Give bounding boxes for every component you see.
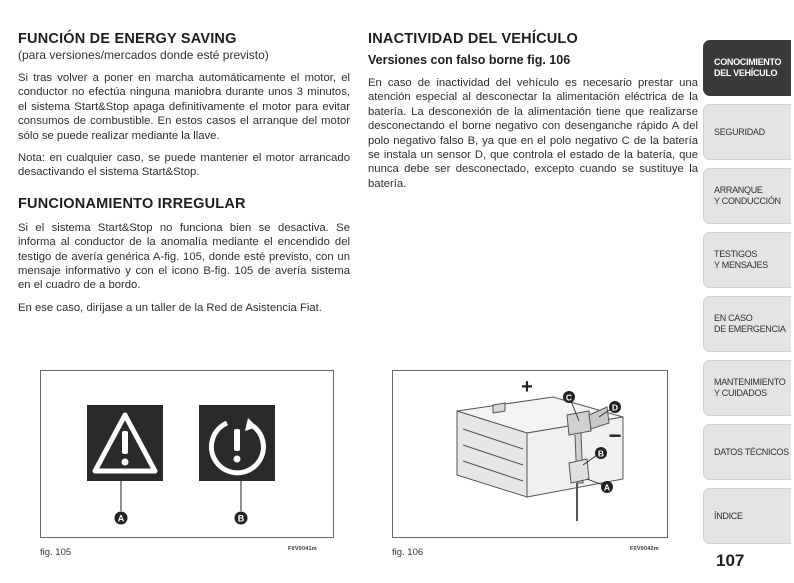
callout-b-label: B xyxy=(237,513,245,524)
sidebar-label-line-1: MANTENIMIENTO xyxy=(714,377,786,387)
inactivity-title: INACTIVIDAD DEL VEHÍCULO xyxy=(368,31,578,47)
figure-106-code: F0V0042m xyxy=(630,546,659,552)
sidebar-item-seguridad[interactable] xyxy=(703,104,791,160)
sidebar-label-line-1: ARRANQUE xyxy=(714,185,763,195)
callout-d-label: D xyxy=(611,402,619,413)
callout-a-label: A xyxy=(603,482,611,493)
sidebar-label-line-2: DE EMERGENCIA xyxy=(714,324,786,334)
sidebar-item-label: DATOS TÉCNICOS xyxy=(714,446,789,457)
sidebar-item-mantenimiento[interactable] xyxy=(703,360,791,416)
sidebar-label-line-2: DEL VEHÍCULO xyxy=(714,68,778,78)
battery-drawing xyxy=(457,397,623,521)
figure-106-illustration xyxy=(393,371,667,537)
callout-a-label: A xyxy=(117,513,125,524)
sidebar-item-label xyxy=(714,57,781,79)
figure-105 xyxy=(40,370,334,538)
figure-106-caption: fig. 106 xyxy=(392,547,424,558)
middle-column xyxy=(368,30,698,191)
sidebar-label-line-2: Y CONDUCCIÓN xyxy=(714,196,781,206)
inactivity-paragraph: En caso de inactividad del vehículo es necesario prestar una atención especial al desconectar la alimentación eléctrica de la batería. La desconexión de la alimentación tiene que realizarse desconectando el borne negativo con desenganche rápido A del polo negativo falso B, ya que en el polo negativo C de la batería se instala un sensor D, que controla el estado de la batería, que nunca debe ser desconectado, excepto cuando se sustituye la batería. xyxy=(368,77,698,190)
chapter-sidebar xyxy=(703,40,791,552)
sidebar-item-conocimiento[interactable] xyxy=(703,40,791,96)
energy-saving-note: Nota: en cualquier caso, se puede mantener el motor arrancado desactivando el sistema Start&Stop. xyxy=(18,152,350,179)
energy-saving-subtitle: (para versiones/mercados donde esté previsto) xyxy=(18,48,269,62)
page-number: 107 xyxy=(716,551,745,570)
figure-105-illustration xyxy=(41,371,333,537)
figure-105-code: F0V0041m xyxy=(288,546,317,552)
energy-saving-paragraph-1: Si tras volver a poner en marcha automáticamente el motor, el conductor no efectúa ninguna maniobra durante unos 3 minutos, el sistema Start&Stop apaga definitivamente el motor para evitar consumos de combustible. En estos casos el arranque del motor sólo se puede realizar mediante la llave. xyxy=(18,72,350,142)
irregular-paragraph-1: Si el sistema Start&Stop no funciona bien se desactiva. Se informa al conductor de la anomalía mediante el encendido del testigo de avería genérica A-fig. 105, donde esté previsto, con un mensaje informativo y con el icono B-fig. 105 de avería sistema en el cuadro de a bordo. xyxy=(18,221,350,292)
sidebar-label-line-1: EN CASO xyxy=(714,313,753,323)
sidebar-item-label xyxy=(714,185,781,207)
sidebar-label-line-1: CONOCIMIENTO xyxy=(714,57,782,67)
sidebar-item-label: SEGURIDAD xyxy=(714,126,765,137)
negative-pole-sign: − xyxy=(608,423,622,448)
callout-b-label: B xyxy=(597,448,605,459)
figure-105-caption: fig. 105 xyxy=(40,547,72,558)
sidebar-item-datos-tecnicos[interactable] xyxy=(703,424,791,480)
sidebar-item-indice[interactable] xyxy=(703,488,791,544)
sidebar-item-label xyxy=(714,249,768,271)
sidebar-label-line-2: Y CUIDADOS xyxy=(714,388,767,398)
sidebar-item-label xyxy=(714,377,785,399)
sidebar-label-line-1: TESTIGOS xyxy=(714,249,758,259)
sidebar-label-line-2: Y MENSAJES xyxy=(714,260,768,270)
callout-c-label: C xyxy=(565,392,573,403)
sidebar-item-label xyxy=(714,313,786,335)
left-column xyxy=(18,30,350,315)
sidebar-item-arranque[interactable] xyxy=(703,168,791,224)
inactivity-subtitle: Versiones con falso borne fig. 106 xyxy=(368,53,571,67)
sidebar-item-testigos[interactable] xyxy=(703,232,791,288)
irregular-paragraph-2: En ese caso, diríjase a un taller de la Red de Asistencia Fiat. xyxy=(18,301,322,314)
energy-saving-title: FUNCIÓN DE ENERGY SAVING xyxy=(18,31,237,47)
sidebar-item-emergencia[interactable] xyxy=(703,296,791,352)
sidebar-item-label: ÍNDICE xyxy=(714,510,743,521)
irregular-title: FUNCIONAMIENTO IRREGULAR xyxy=(18,195,246,212)
positive-pole-sign: + xyxy=(521,376,533,398)
figure-106 xyxy=(392,370,668,538)
